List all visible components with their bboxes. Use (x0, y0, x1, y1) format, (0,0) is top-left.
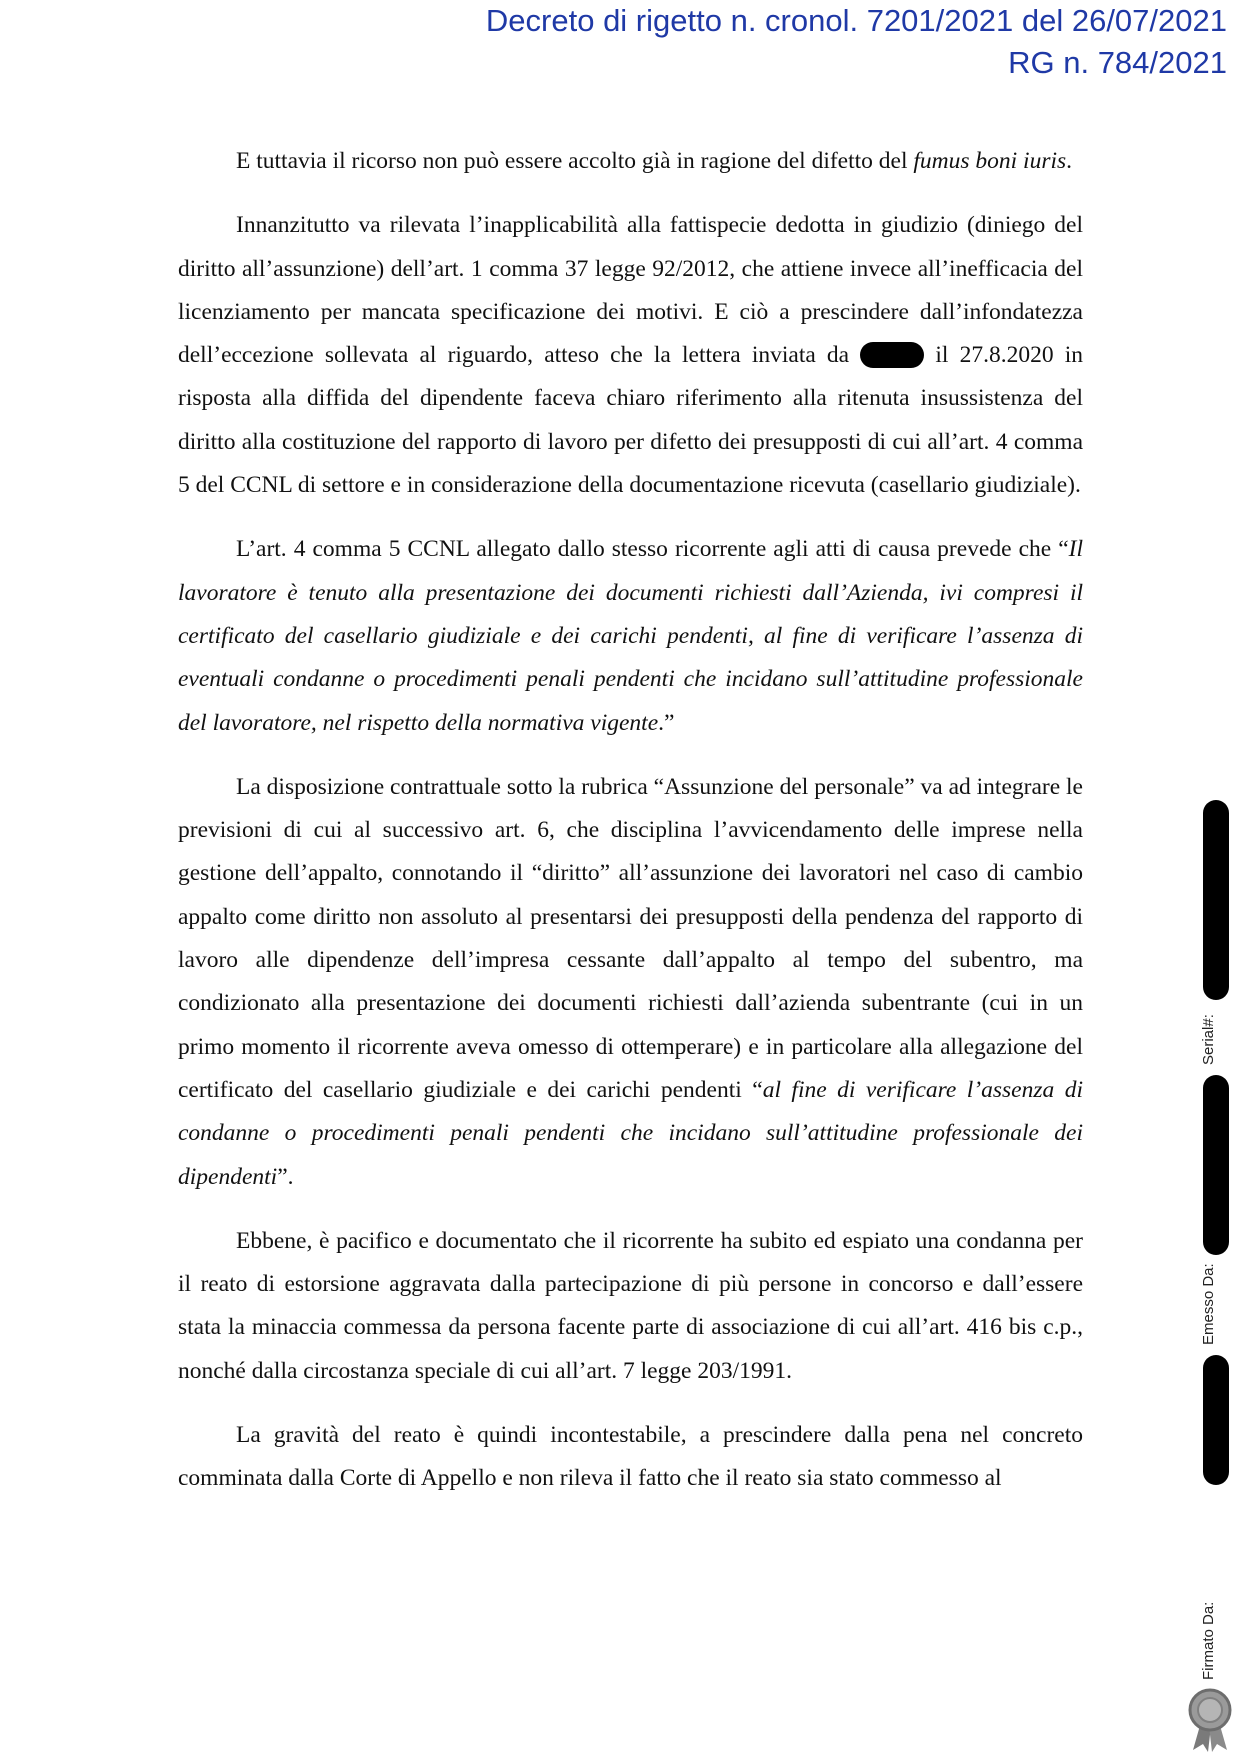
paragraph-3-quote: Il lavoratore è tenuto alla presentazione dei documenti richiesti dall’Azienda, ivi compresi il certificato del casellario giudiziale e dei carichi pendenti, al fine di verificare l’assenza di eventuali condanne o procedimenti penali pendenti che incidano sull’attitudine professionale del lavoratore, nel rispetto della normativa vigente (178, 536, 1083, 736)
redacted-issuer (1203, 1075, 1229, 1255)
serial-label: Serial#: (1200, 1014, 1217, 1065)
paragraph-5: Ebbene, è pacifico e documentato che il ricorrente ha subito ed espiato una condanna per il reato di estorsione aggravata dalla partecipazione di più persone in concorso e dall’essere stata la minaccia commessa da persona facente parte di associazione di cui all’art. 416 bis c.p., nonché dalla circostanza speciale di cui all’art. 7 legge 203/1991. (178, 1227, 1083, 1384)
paragraph-1-text: E tuttavia il ricorso non può essere accolto già in ragione del difetto del (236, 148, 914, 174)
signer-label: Firmato Da: (1200, 1601, 1217, 1680)
seal-icon (1183, 1688, 1237, 1752)
redaction-mark (860, 342, 924, 368)
paragraph-4 (178, 766, 1083, 1199)
paragraph-4-quote: al fine di verificare l’assenza di condanne o procedimenti penali pendenti che incidano sull’attitudine professionale dei dipendenti (178, 1076, 1083, 1190)
case-number: RG n. 784/2021 (1008, 45, 1227, 80)
paragraph-3-end: .” (658, 709, 675, 736)
paragraph-1-italic: fumus boni iuris (913, 148, 1067, 174)
paragraph-4-text: La disposizione contrattuale sotto la rubrica “Assunzione del personale” va ad integrare le previsioni di cui al successivo art. 6, che disciplina l’avvicendamento delle imprese nella gestione dell’appalto, connotando il “diritto” all’assunzione dei lavoratori nel caso di cambio appalto come diritto non assoluto al presentarsi dei presupposti della pendenza del rapporto di lavoro alle dipendenze dell’impresa cessante dall’appalto al tempo del subentro, ma condizionato alla presentazione dei documenti richiesti dall’azienda subentrante (cui in un primo momento il ricorrente aveva omesso di ottemperare) e in particolare alla allegazione del certificato del casellario giudiziale e dei carichi pendenti “ (178, 773, 1083, 1103)
paragraph-1 (178, 140, 1083, 183)
document-header (486, 0, 1227, 84)
document-body (178, 140, 1083, 1522)
paragraph-2-text-a: Innanzitutto va rilevata l’inapplicabilità alla fattispecie dedotta in giudizio (diniego del diritto all’assunzione) dell’art. 1 comma 37 legge 92/2012, che attiene invece all’inefficacia del licenziamento per mancata specificazione dei motivi. E ciò a prescindere dall’infondatezza dell’eccezione sollevata al riguardo, atteso che la lettera inviata da (178, 212, 1083, 369)
redacted-signer (1203, 1355, 1229, 1485)
paragraph-3 (178, 528, 1083, 744)
redacted-serial (1203, 800, 1229, 1000)
decree-reference: Decreto di rigetto n. cronol. 7201/2021 del 26/07/2021 (485, 3, 1227, 38)
paragraph-2-text-b: il 27.8.2020 in risposta alla diffida del dipendente faceva chiaro riferimento alla ritenuta insussistenza del diritto alla costituzione del rapporto di lavoro per difetto dei presupposti di cui all’art. 4 comma 5 del CCNL di settore e in considerazione della documentazione ricevuta (casellario giudiziale). (178, 342, 1083, 499)
paragraph-1-end: . (1066, 148, 1073, 174)
paragraph-3-text: L’art. 4 comma 5 CCNL allegato dallo stesso ricorrente agli atti di causa prevede che “ (236, 536, 1069, 563)
paragraph-4-end: ”. (277, 1163, 294, 1190)
issuer-label: Emesso Da: (1200, 1263, 1217, 1345)
paragraph-6: La gravità del reato è quindi incontestabile, a prescindere dalla pena nel concreto comminata dalla Corte di Appello e non rileva il fatto che il reato sia stato commesso al (178, 1422, 1083, 1492)
digital-signature-strip (1200, 800, 1234, 1680)
paragraph-2 (178, 204, 1083, 507)
